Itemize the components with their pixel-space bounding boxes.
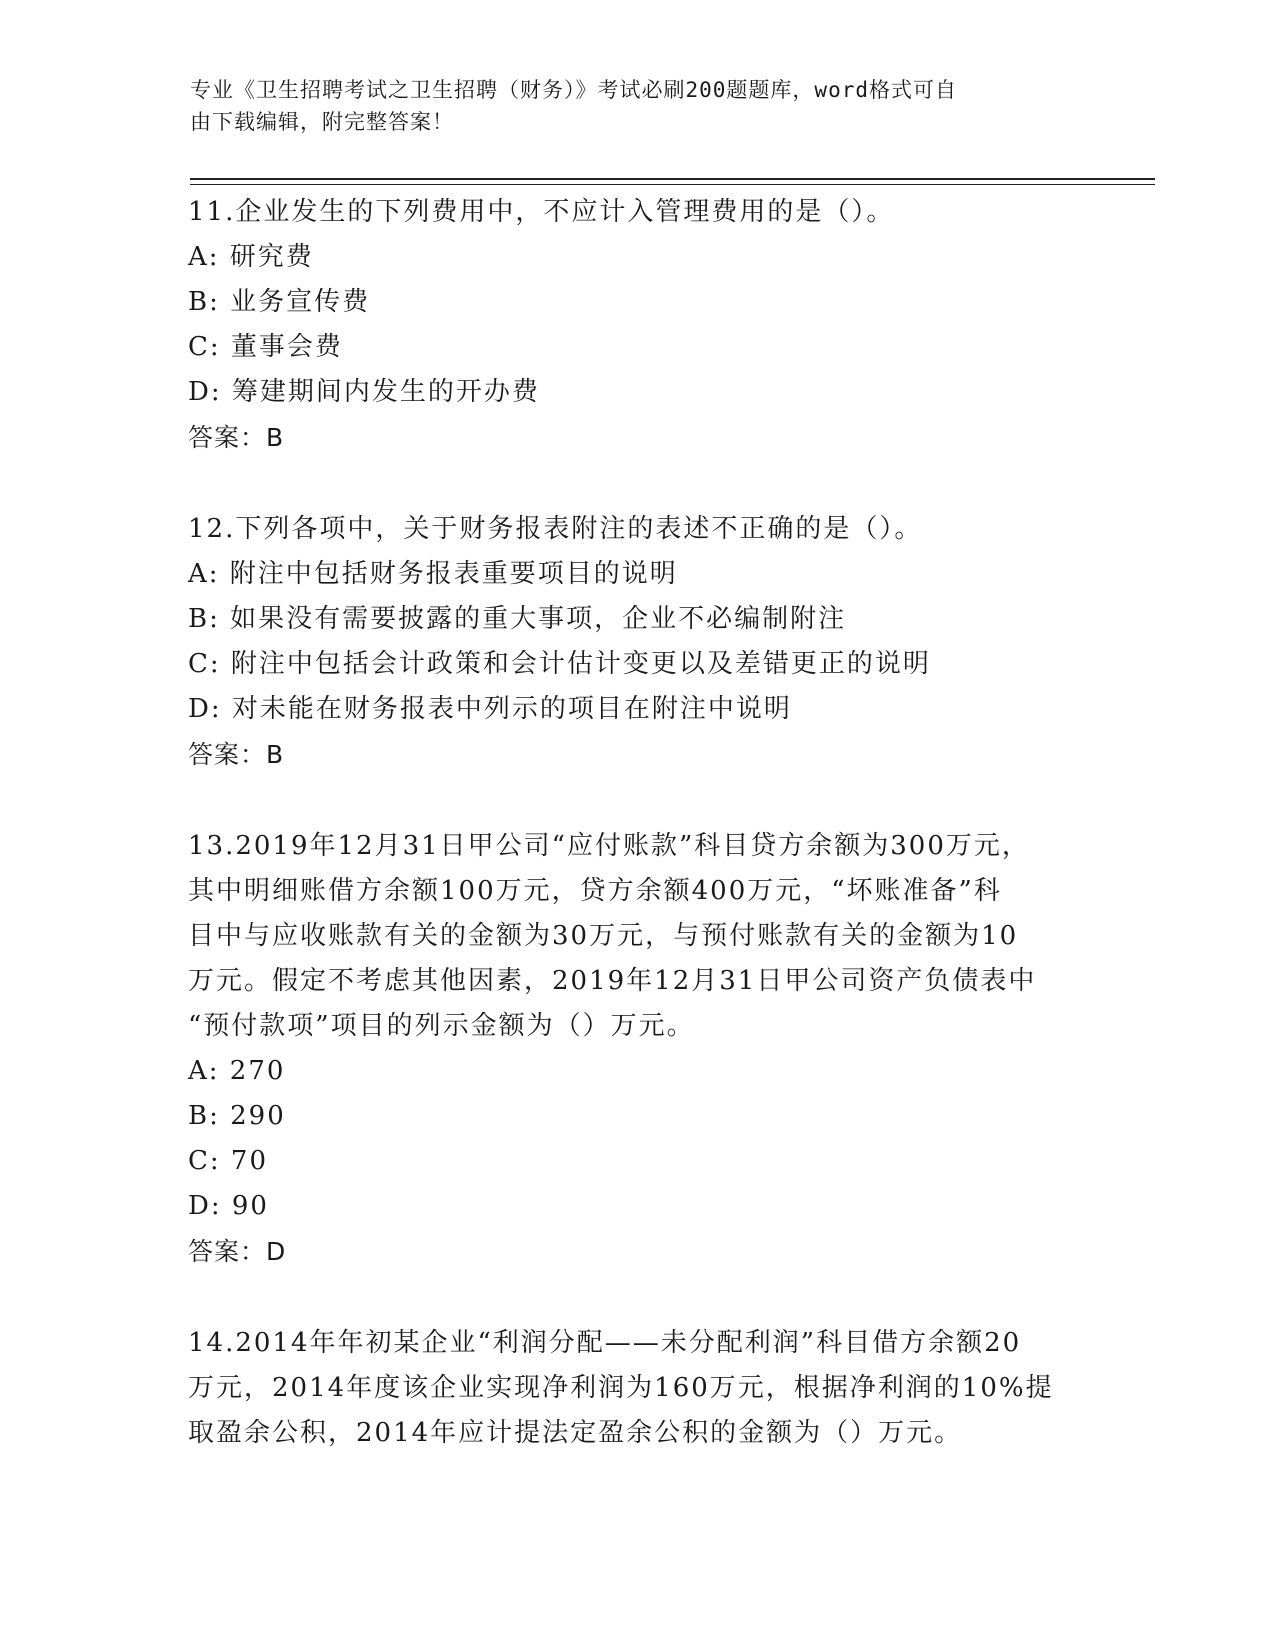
- header-rule-thick: [190, 178, 1155, 180]
- option-d: D: 对未能在财务报表中列示的项目在附注中说明: [188, 694, 792, 724]
- question-12: [188, 507, 1068, 777]
- option-b: B: 290: [188, 1101, 286, 1131]
- question-stem-line-1: 13.2019年12月31日甲公司“应付账款”科目贷方余额为300万元，: [188, 831, 1030, 861]
- option-c: C: 70: [188, 1146, 269, 1176]
- answer-line: 答案：B: [188, 423, 285, 452]
- header-line-1: 专业《卫生招聘考试之卫生招聘（财务）》考试必刷200题题库，word格式可自: [190, 78, 957, 102]
- option-c: C: 董事会费: [188, 332, 343, 362]
- question-14: [188, 1321, 1068, 1456]
- question-list: [188, 190, 1068, 1456]
- question-stem-line-2: 万元，2014年度该企业实现净利润为160万元，根据净利润的10%提: [188, 1373, 1054, 1403]
- answer-line: 答案：B: [188, 740, 285, 769]
- question-stem-line-3: 目中与应收账款有关的金额为30万元，与预付账款有关的金额为10: [188, 921, 1019, 951]
- question-stem-line-5: “预付款项”项目的列示金额为（）万元。: [188, 1011, 695, 1041]
- option-a: A: 研究费: [188, 242, 314, 272]
- header-rule-thin: [190, 184, 1155, 185]
- option-c: C: 附注中包括会计政策和会计估计变更以及差错更正的说明: [188, 649, 931, 679]
- question-stem-line-1: 14.2014年年初某企业“利润分配——未分配利润”科目借方余额20: [188, 1328, 1022, 1358]
- question-stem: 12.下列各项中，关于财务报表附注的表述不正确的是（）。: [188, 514, 923, 544]
- option-a: A: 附注中包括财务报表重要项目的说明: [188, 559, 678, 589]
- option-b: B: 如果没有需要披露的重大事项，企业不必编制附注: [188, 604, 847, 634]
- question-13: [188, 824, 1068, 1274]
- option-d: D: 筹建期间内发生的开办费: [188, 377, 540, 407]
- answer-line: 答案：D: [188, 1237, 287, 1266]
- question-stem-line-2: 其中明细账借方余额100万元，贷方余额400万元，“坏账准备”科: [188, 876, 1002, 906]
- option-b: B: 业务宣传费: [188, 287, 371, 317]
- option-d: D: 90: [188, 1191, 269, 1221]
- option-a: A: 270: [188, 1056, 286, 1086]
- question-11: [188, 190, 1068, 460]
- question-stem: 11.企业发生的下列费用中，不应计入管理费用的是（）。: [188, 197, 895, 227]
- question-stem-line-3: 取盈余公积，2014年应计提法定盈余公积的金额为（）万元。: [188, 1418, 963, 1448]
- question-stem-line-4: 万元。假定不考虑其他因素，2019年12月31日甲公司资产负债表中: [188, 966, 1037, 996]
- document-header: [190, 74, 1070, 138]
- header-line-2: 由下载编辑，附完整答案！: [190, 110, 454, 134]
